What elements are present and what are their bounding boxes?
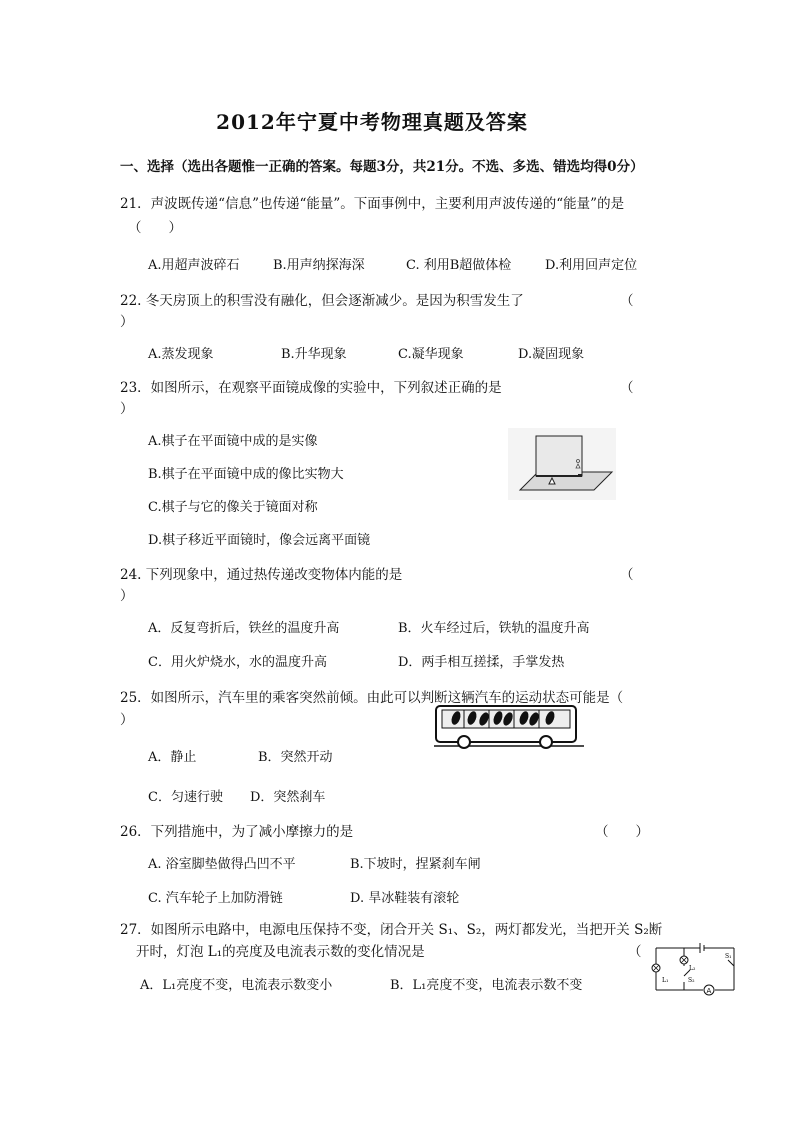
question-27-paren-open: （ [628,944,642,960]
question-21-stem: 21．声波既传递“信息”也传递“能量”。下面事例中，主要利用声波传递的“能量”的是 [120,196,625,212]
q21-option-b: B.用声纳探海深 [273,258,365,273]
question-23-paren-open: （ [620,380,634,396]
question-21-paren: （ ） [128,220,182,236]
s1-label: S₁ [725,953,732,960]
question-24-paren-close: ） [120,588,134,604]
q21-option-c: C. 利用B超做体检 [406,258,512,273]
question-24-stem: 24. 下列现象中，通过热传递改变物体内能的是 [120,567,403,583]
l1-label: L₁ [662,977,669,984]
section-heading: 一、选择（选出各题惟一正确的答案。每题3分，共21分。不选、多选、错选均得0分） [120,159,644,175]
q24-option-a: A．反复弯折后，铁丝的温度升高 [148,621,340,636]
q25-option-c: C．匀速行驶 [148,790,223,805]
q21-option-d: D.利用回声定位 [545,258,638,273]
question-22-paren-open: （ [620,293,634,309]
q22-option-d: D.凝固现象 [518,347,585,362]
q24-option-b: B．火车经过后，铁轨的温度升高 [398,621,590,636]
s2-label: S₂ [688,977,695,984]
q26-option-d: D. 旱冰鞋装有滚轮 [350,891,460,906]
q25-option-a: A．静止 [148,750,197,765]
question-23-paren-close: ） [120,401,134,417]
question-27-stem-cont: 开时，灯泡 L₁的亮度及电流表示数的变化情况是 [136,944,425,960]
q23-option-d: D.棋子移近平面镜时，像会远离平面镜 [148,533,371,548]
question-22-paren-close: ） [120,314,134,330]
question-27-stem: 27．如图所示电路中，电源电压保持不变，闭合开关 S₁、S₂，两灯都发光，当把开关 S₂断 [120,922,663,938]
q27-option-a: A．L₁亮度不变，电流表示数变小 [140,978,333,993]
q26-option-c: C. 汽车轮子上加防滑链 [148,891,283,906]
question-25-paren-close: ） [120,712,134,728]
mirror-experiment-figure [508,428,616,500]
question-26-stem: 26．下列措施中，为了减小摩擦力的是 [120,824,354,840]
question-23-stem: 23．如图所示，在观察平面镜成像的实验中，下列叙述正确的是 [120,380,502,396]
q23-option-a: A.棋子在平面镜中成的是实像 [148,434,318,449]
question-26-paren: （ ） [595,824,649,840]
q21-option-a: A.用超声波碎石 [148,258,240,273]
q23-option-c: C.棋子与它的像关于镜面对称 [148,500,318,515]
circuit-diagram-figure [648,938,742,1000]
question-25-stem: 25．如图所示，汽车里的乘客突然前倾。由此可以判断这辆汽车的运动状态可能是（ [120,690,624,706]
q25-option-b: B．突然开动 [258,750,333,765]
q24-option-d: D．两手相互搓揉，手掌发热 [398,655,565,670]
q23-option-b: B.棋子在平面镜中成的像比实物大 [148,467,344,482]
l2-label: L₂ [689,965,696,972]
q25-option-d: D．突然刹车 [250,790,326,805]
bus-passengers-figure [434,702,584,752]
question-24-paren-open: （ [620,567,634,583]
q26-option-b: B.下坡时，捏紧刹车闸 [350,857,481,872]
question-22-stem: 22. 冬天房顶上的积雪没有融化，但会逐渐减少。是因为积雪发生了 [120,293,524,309]
ammeter-label: A [706,987,712,995]
q22-option-a: A.蒸发现象 [148,347,214,362]
q22-option-b: B.升华现象 [281,347,347,362]
page-title: 2012年宁夏中考物理真题及答案 [216,110,528,134]
q22-option-c: C.凝华现象 [398,347,464,362]
q27-option-b: B．L₁亮度不变，电流表示数不变 [390,978,583,993]
q26-option-a: A. 浴室脚垫做得凸凹不平 [148,857,296,872]
q24-option-c: C．用火炉烧水，水的温度升高 [148,655,327,670]
